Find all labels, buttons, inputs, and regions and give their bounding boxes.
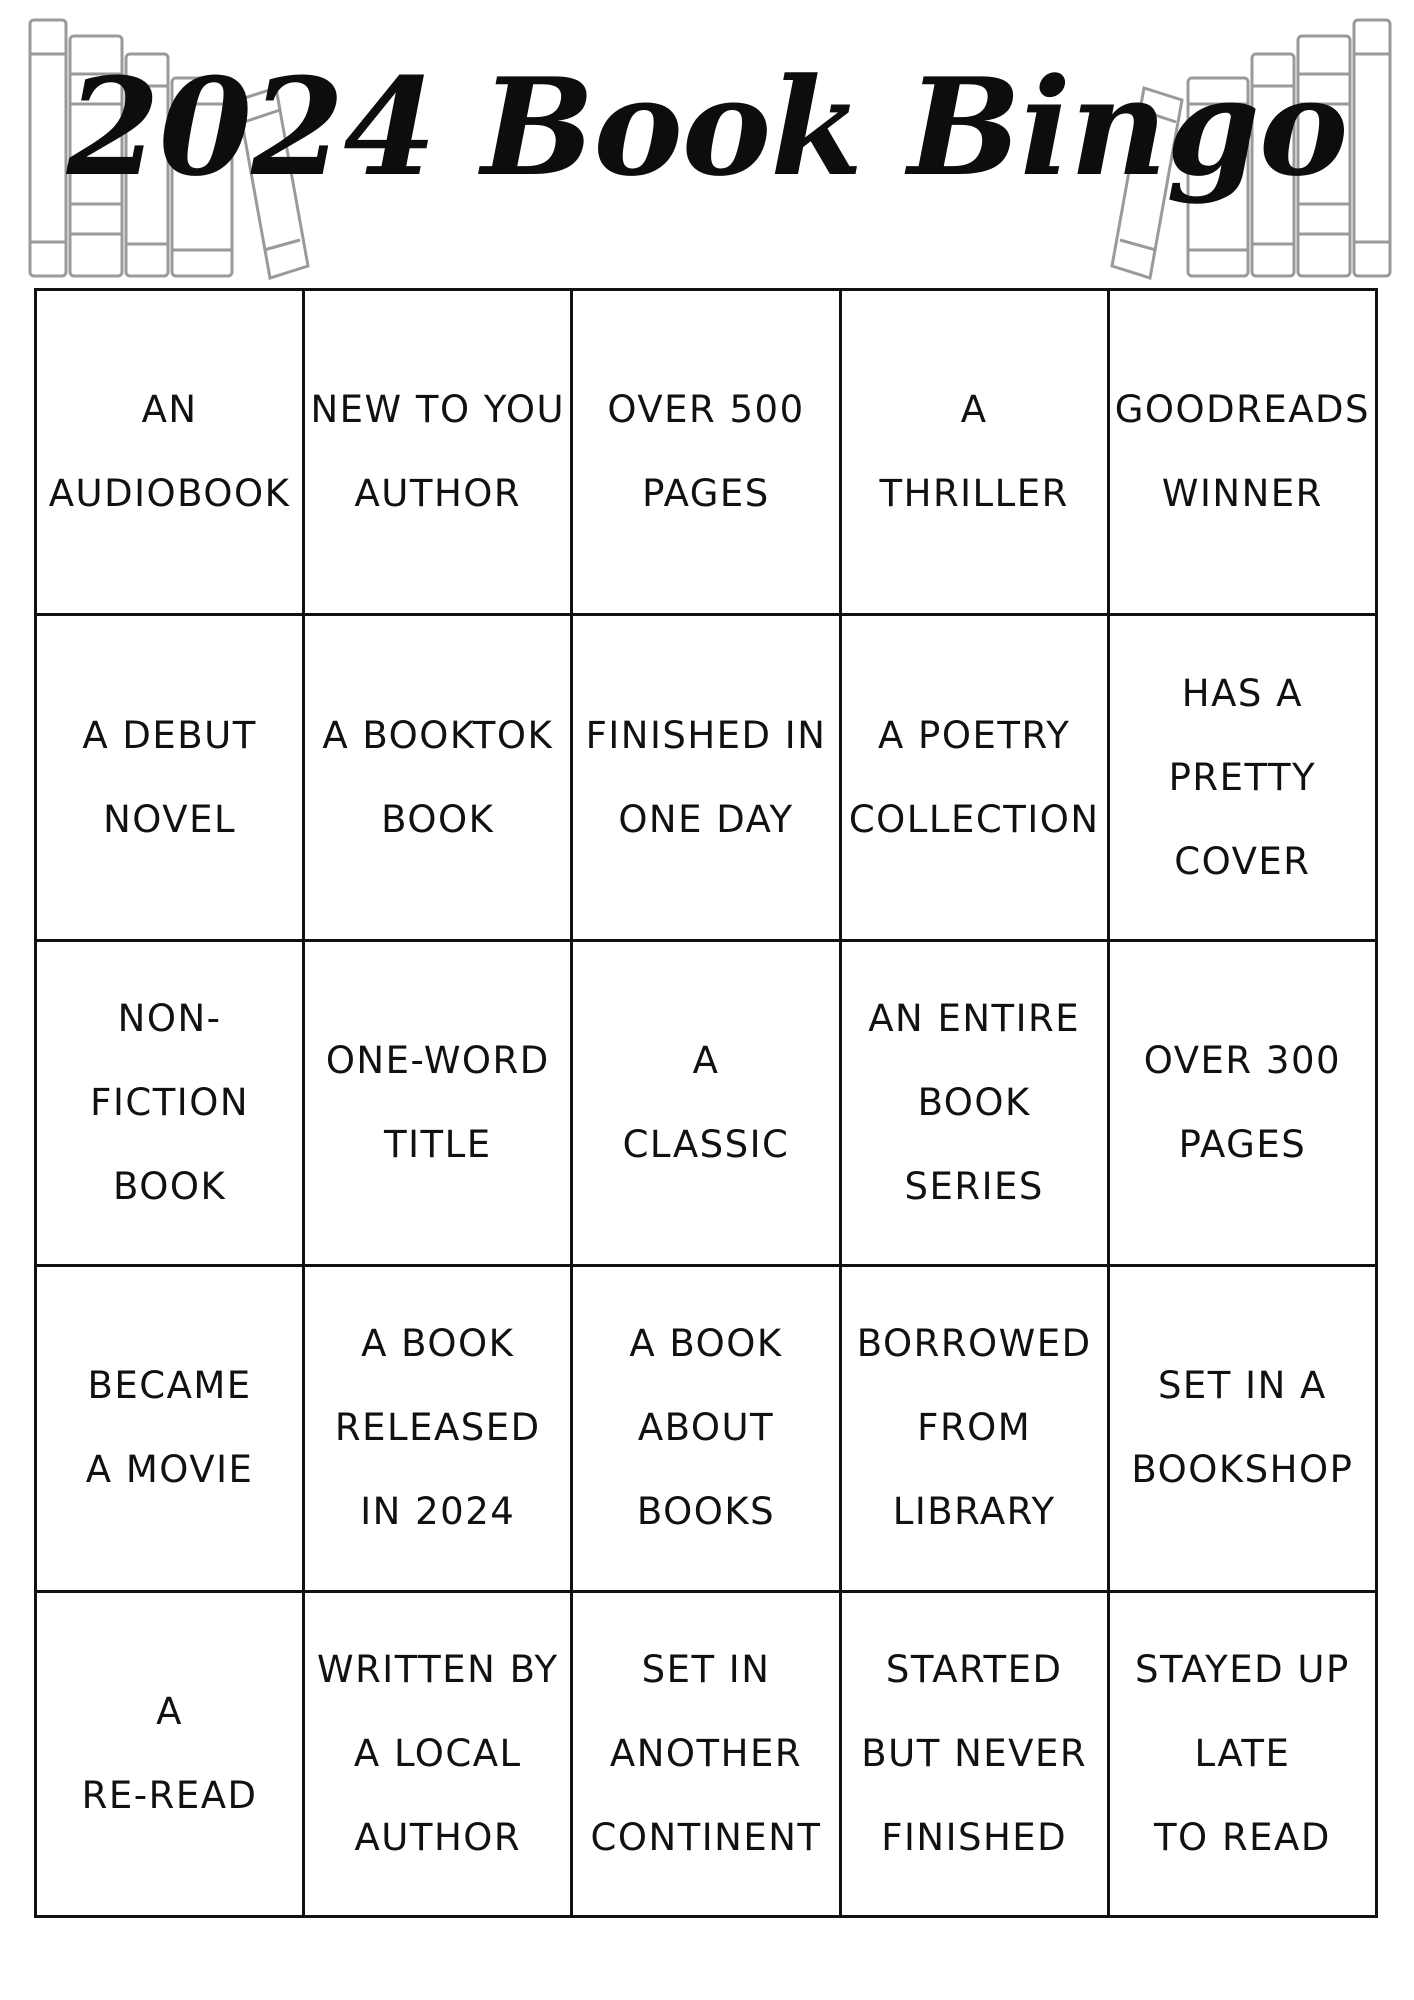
bingo-cell[interactable] [1110, 1267, 1378, 1592]
bingo-cell-label: A BOOK RELEASED IN 2024 [334, 1322, 541, 1534]
bingo-cell-label: A BOOK ABOUT BOOKS [629, 1322, 783, 1534]
bingo-cell[interactable] [305, 1267, 573, 1592]
bingo-cell-label: WRITTEN BY A LOCAL AUTHOR [317, 1647, 559, 1859]
bingo-cell-label: STAYED UP LATE TO READ [1135, 1647, 1350, 1859]
bingo-cell[interactable] [305, 942, 573, 1267]
bingo-cell-label: A RE-READ [81, 1689, 258, 1817]
bingo-cell[interactable] [842, 616, 1110, 941]
bingo-cell[interactable] [1110, 616, 1378, 941]
bingo-cell-label: NEW TO YOU AUTHOR [310, 388, 566, 516]
page-title: 2024 Book Bingo [66, 48, 1348, 206]
bingo-cell-label: BORROWED FROM LIBRARY [856, 1322, 1092, 1534]
header [0, 0, 1414, 290]
bingo-cell-label: A DEBUT NOVEL [82, 713, 257, 841]
bingo-cell[interactable] [842, 1593, 1110, 1918]
bingo-cell[interactable] [842, 1267, 1110, 1592]
bingo-cell[interactable] [37, 1267, 305, 1592]
bingo-cell-label: A BOOKTOK BOOK [322, 713, 554, 841]
bingo-cell-label: FINISHED IN ONE DAY [585, 713, 827, 841]
bingo-cell[interactable] [573, 942, 841, 1267]
bingo-cell-label: HAS A PRETTY COVER [1168, 671, 1317, 883]
bingo-cell[interactable] [1110, 942, 1378, 1267]
bingo-cell[interactable] [37, 616, 305, 941]
bingo-cell-label: A CLASSIC [622, 1038, 790, 1166]
bingo-cell-label: GOODREADS WINNER [1114, 388, 1371, 516]
bingo-cell[interactable] [573, 616, 841, 941]
bingo-cell[interactable] [573, 1593, 841, 1918]
bingo-cell-label: AN ENTIRE BOOK SERIES [868, 996, 1081, 1208]
bingo-cell[interactable] [573, 291, 841, 616]
bingo-cell[interactable] [1110, 291, 1378, 616]
bingo-cell[interactable] [37, 291, 305, 616]
bingo-cell-label: SET IN ANOTHER CONTINENT [590, 1647, 822, 1859]
bingo-cell[interactable] [305, 1593, 573, 1918]
bingo-cell-label: STARTED BUT NEVER FINISHED [861, 1647, 1088, 1859]
bingo-cell[interactable] [842, 942, 1110, 1267]
bingo-cell[interactable] [305, 616, 573, 941]
bingo-cell-label: A THRILLER [879, 388, 1069, 516]
bingo-cell-label: BECAME A MOVIE [85, 1364, 254, 1492]
bingo-cell-label: SET IN A BOOKSHOP [1131, 1364, 1354, 1492]
bingo-cell-label: ONE-WORD TITLE [325, 1038, 550, 1166]
bingo-cell[interactable] [1110, 1593, 1378, 1918]
bingo-cell-label: NON-FICTION BOOK [90, 996, 250, 1208]
bingo-cell-label: OVER 500 PAGES [607, 388, 805, 516]
bingo-cell-label: AN AUDIOBOOK [48, 388, 291, 516]
bingo-cell[interactable] [37, 1593, 305, 1918]
bingo-cell[interactable] [37, 942, 305, 1267]
bingo-cell[interactable] [573, 1267, 841, 1592]
bingo-cell-label: A POETRY COLLECTION [848, 713, 1100, 841]
bingo-cell[interactable] [842, 291, 1110, 616]
bingo-cell[interactable] [305, 291, 573, 616]
bingo-grid [34, 288, 1378, 1918]
bingo-cell-label: OVER 300 PAGES [1143, 1038, 1342, 1166]
